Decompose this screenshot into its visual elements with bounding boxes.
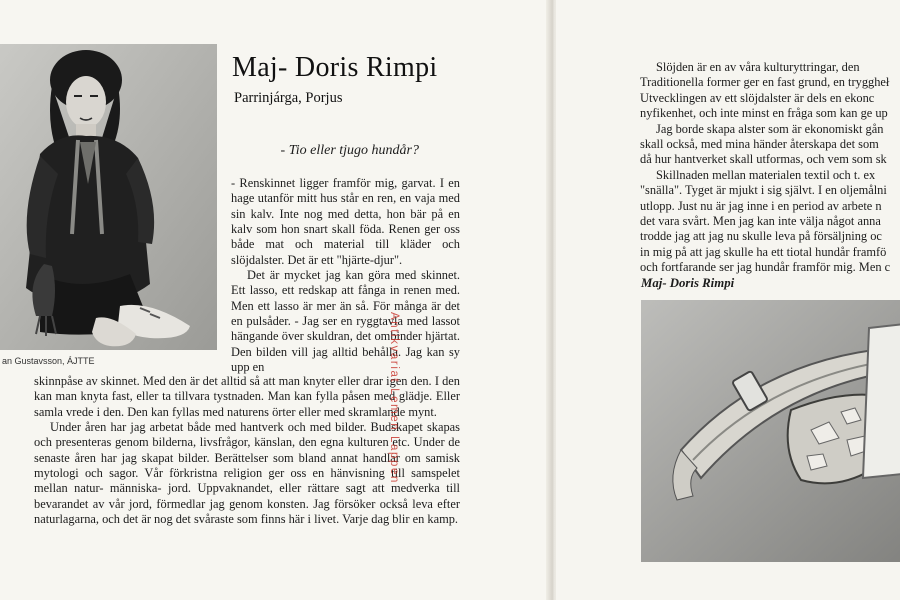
- paragraph: Det är mycket jag kan göra med skinnet. Ett lasso, ett redskap att fånga in renen med. Men ett lasso är mer än så. För många är det en pulsåder. - Jag ser en ryggtavla med lassot hängande över skuldran, det ombinder hjärtat. Den bilden vill jag alltid behålla. Jag kan sy upp en: [231, 268, 460, 375]
- poem-title: - Tio eller tjugo hundår?: [280, 143, 419, 158]
- text-line: in mig på att jag skulle ha ett tiotal hundår framfö: [640, 244, 887, 259]
- text-line: Skillnaden mellan materialen textil och t. ex: [656, 167, 876, 182]
- paragraph: - Renskinnet ligger framför mig, garvat. I en hage utanför mitt hus står en ren, en vaja med sin kalv. Inte nog med detta, hon bär på en kalv som hon snart skall föda. Renen ger oss både mat och material till kläder och slöjdalster. Det är ett "hjärte-djur".: [231, 176, 460, 267]
- text-line: skall också, med mina händer återskapa det som: [640, 137, 879, 152]
- narrow-text-column: [231, 176, 460, 375]
- seller-stamp: Antikvariat Lemen Lappen: [388, 312, 400, 485]
- text-line: och fortfarande ser jag hundår framför mig. Men c: [640, 260, 891, 275]
- text-line: Jag borde skapa alster som är ekonomiskt gån: [656, 121, 884, 136]
- photo-credit: an Gustavsson, ÁJTTE: [2, 356, 95, 366]
- text-line: Utvecklingen av ett slöjdalster är dels en ekonc: [640, 90, 875, 105]
- portrait-photo: [0, 44, 217, 350]
- paragraph: Under åren har jag arbetat både med hantverk och med bilder. Budskapet skapas och presenteras genom bilderna, livsfrågor, känslan, den egna kulturen etc. Under de senaste åren har jag skapat bilder. Berättelser som bland annat handlar om samisk mytologi och sagor. Vår förkristna religion ger oss en hänvisning till samspelet mellan natur- människa- jord. Uppvaknandet, eller rättare sagt att medverka till bevarandet av vår jord, förmedlar jag genom konsten. Jag försöker också leva efter naturlagarna, och det är nog det svåraste som finns här i livet. Varje dag blir en kamp.: [34, 420, 460, 527]
- text-line: då hur hantverket skall utformas, och vem som sk: [640, 152, 887, 167]
- text-line: trodde jag att jag nu skulle leva på försäljning oc: [640, 229, 882, 244]
- right-text-column: [640, 60, 900, 276]
- text-line: "snälla". Tyget är mjukt i sig självt. I en oljemålni: [640, 183, 887, 198]
- text-line: Slöjden är en av våra kulturyttringar, den: [656, 60, 860, 74]
- text-line: nyfikenhet, och inte minst en fråga som kan ge up: [640, 106, 888, 121]
- right-body-text: [640, 60, 900, 276]
- author-place: Parrinjárga, Porjus: [234, 90, 343, 106]
- text-line: utlopp. Just nu är jag inne i en period av arbete n: [640, 198, 882, 213]
- author-name: Maj- Doris Rimpi: [232, 52, 438, 83]
- text-line: Traditionella former ger en fast grund, en tryggheł: [640, 75, 890, 90]
- belt-photo: [641, 300, 900, 562]
- text-line: det vara svårt. Men jag kan inte välja något anna: [640, 214, 881, 229]
- paragraph: skinnpåse av skinnet. Med den är det alltid så att man knyter eller drar igen den. I den kan man knyta fast, eller ta tillvara tystnaden. Man kan fylla påsen med glädje. Eller samla vrede i den. Den kan fyllas med naturens örter eller med skramlande mynt.: [34, 374, 460, 419]
- photo-caption: Maj- Doris Rimpi: [641, 276, 735, 290]
